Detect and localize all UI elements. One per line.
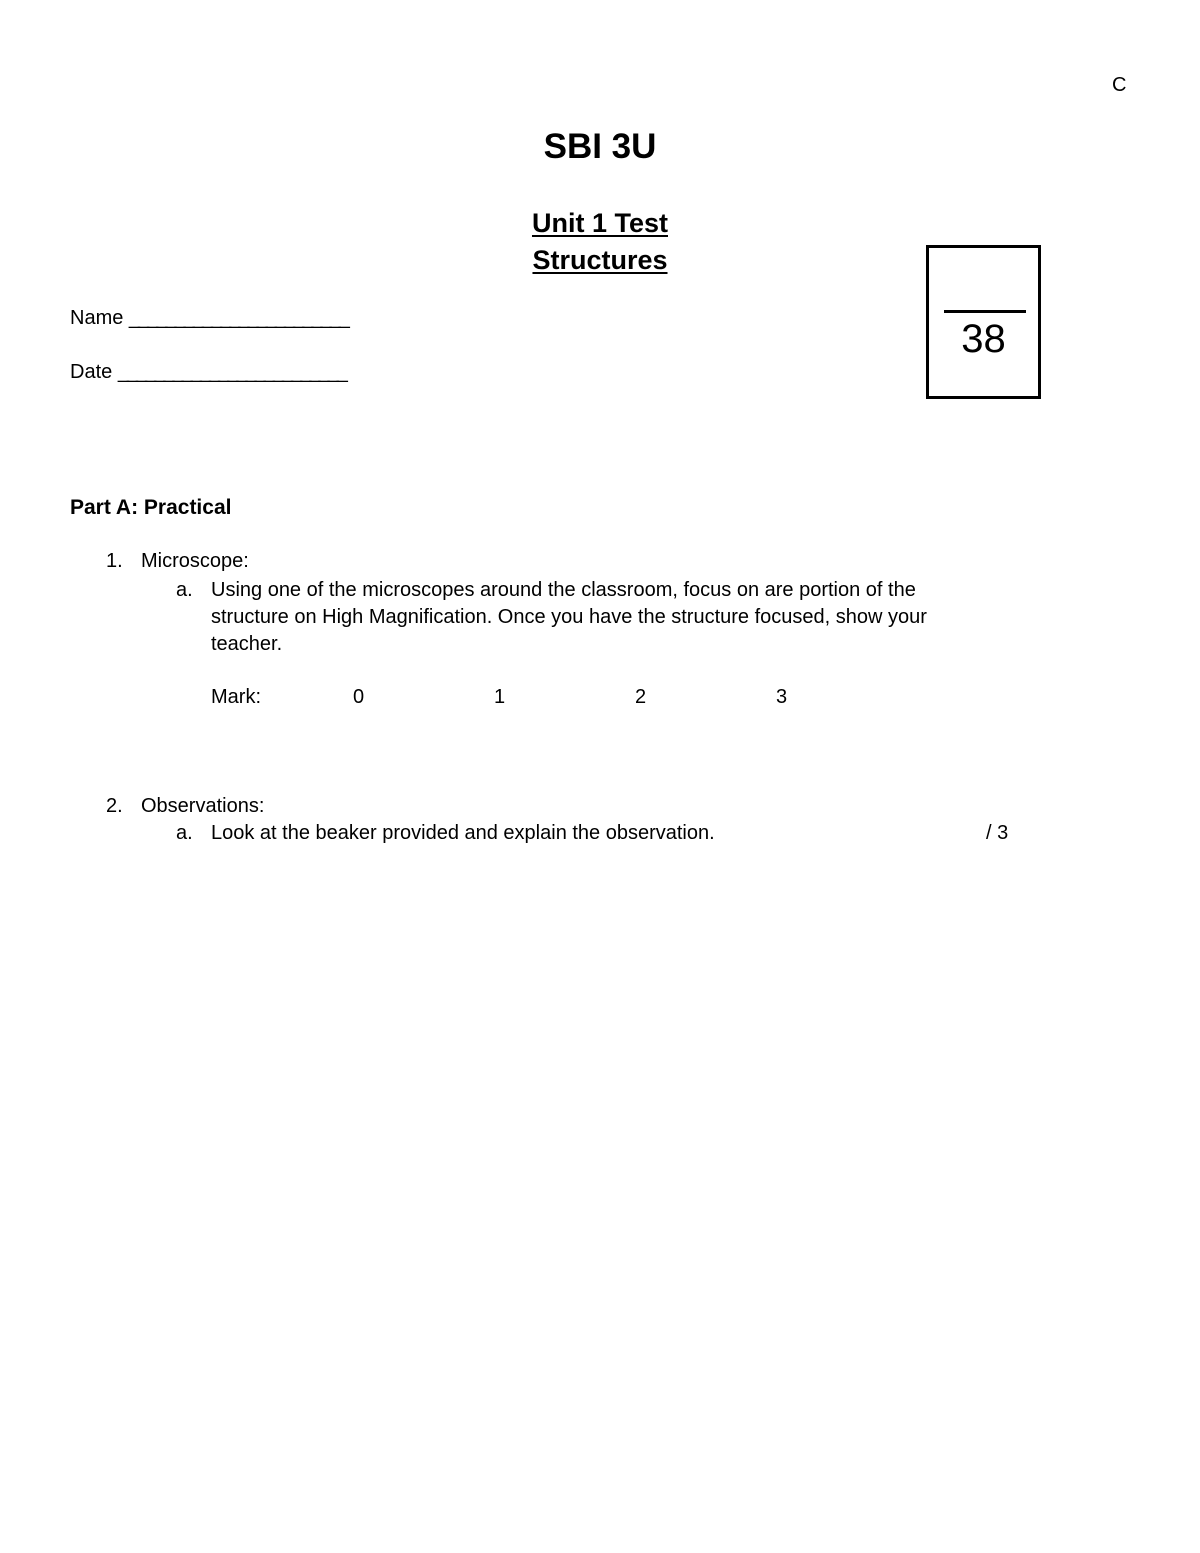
question-1-label: Microscope: — [141, 550, 249, 572]
name-field[interactable] — [70, 307, 348, 330]
score-box — [926, 245, 1041, 399]
name-blank[interactable]: ________________________ — [128, 307, 348, 329]
score-entry-line — [944, 310, 1026, 313]
question-1a-line-2: structure on High Magnification. Once you have the structure focused, show your — [211, 606, 927, 628]
part-a-heading: Part A: Practical — [70, 496, 232, 519]
date-blank[interactable]: _________________________ — [117, 361, 346, 383]
question-1-number: 1. — [106, 550, 123, 572]
question-2a-line-1: Look at the beaker provided and explain the observation. — [211, 822, 715, 844]
score-total: 38 — [961, 317, 1006, 361]
question-2-label: Observations: — [141, 795, 265, 817]
question-1a-line-3: teacher. — [211, 633, 283, 655]
question-1a-line-1: Using one of the microscopes around the classroom, focus on are portion of the — [211, 579, 916, 601]
question-2-score: / 3 — [986, 822, 1009, 844]
unit-title: Unit 1 Test — [531, 208, 668, 238]
question-1a-letter: a. — [176, 579, 193, 601]
course-code: SBI 3U — [543, 127, 657, 166]
test-version-letter: C — [1112, 74, 1127, 96]
unit-subtitle: Structures — [532, 245, 668, 275]
question-2-number: 2. — [106, 795, 123, 817]
date-field[interactable] — [70, 361, 346, 384]
mark-option-0[interactable]: 0 — [353, 686, 365, 708]
mark-option-3[interactable]: 3 — [776, 686, 788, 708]
question-2a-letter: a. — [176, 822, 193, 844]
mark-option-1[interactable]: 1 — [494, 686, 506, 708]
mark-option-2[interactable]: 2 — [635, 686, 647, 708]
date-label: Date — [70, 361, 113, 383]
name-label: Name — [70, 307, 124, 329]
mark-label: Mark: — [211, 686, 261, 708]
